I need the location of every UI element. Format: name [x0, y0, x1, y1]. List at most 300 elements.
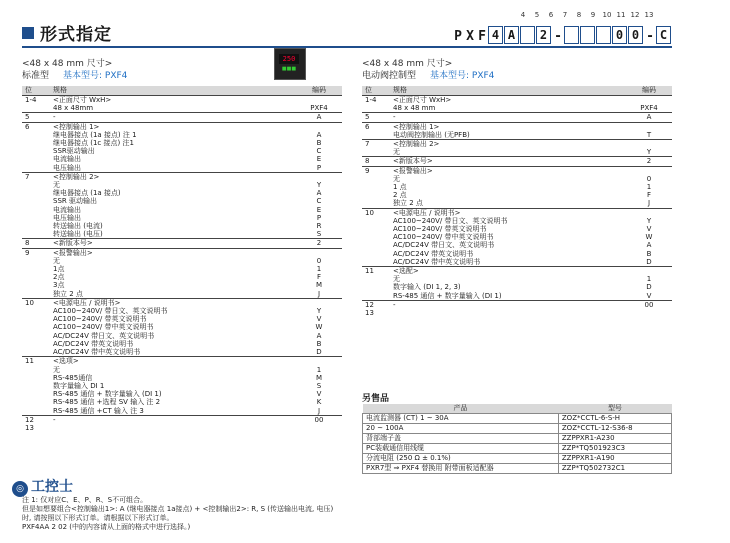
spec-code: D	[316, 348, 322, 357]
model-char	[596, 26, 611, 44]
spec-spec: -	[50, 415, 296, 424]
spec-pos: 13	[25, 423, 34, 432]
spec-pos: 12	[362, 300, 390, 309]
spec-row	[362, 122, 672, 131]
spec-pos	[22, 366, 50, 374]
footnotes	[22, 496, 342, 532]
spec-pos: 1-4	[22, 96, 50, 105]
spec-pos	[22, 390, 50, 398]
spec-spec: 2 点	[393, 191, 407, 200]
spec-pos	[362, 199, 390, 208]
spec-pos: 10	[22, 298, 50, 307]
spec-row	[22, 155, 342, 163]
spec-pos	[362, 175, 390, 183]
spec-row	[362, 258, 672, 267]
spec-spec: AC/DC24V 带中英文说明书	[53, 348, 141, 357]
spec-code: 00	[296, 415, 342, 424]
position-number: 5	[534, 11, 540, 19]
spec-spec: RS-485 通信 +CT 输入 注 3	[53, 406, 144, 415]
spec-pos	[22, 281, 50, 289]
position-number: 11	[616, 11, 626, 19]
spec-pos	[22, 290, 50, 299]
spec-spec: 数字量输入 DI 1	[53, 381, 105, 390]
accessory-product: 背部端子盖	[363, 434, 559, 444]
spec-spec: <新版本号>	[390, 157, 626, 166]
spec-spec: 无	[53, 256, 60, 265]
spec-pos	[22, 139, 50, 147]
spec-spec: SSR 驱动输出	[53, 197, 97, 206]
page-title: 形式指定	[22, 20, 112, 45]
accessory-row	[363, 414, 672, 424]
spec-pos	[22, 315, 50, 323]
spec-spec: 1点	[53, 265, 65, 274]
accessories-title: 另售品	[362, 394, 390, 404]
spec-row	[22, 281, 342, 289]
spec-spec: -	[390, 113, 626, 122]
spec-code: W	[315, 323, 323, 332]
spec-spec: <控制输出 1>	[50, 122, 296, 131]
spec-code: J	[317, 406, 321, 415]
spec-code: A	[316, 189, 322, 198]
spec-spec	[390, 309, 626, 317]
model-char: F	[478, 29, 486, 44]
spec-row	[22, 323, 342, 331]
spec-row	[362, 113, 672, 122]
spec-pos	[362, 258, 390, 267]
spec-row	[22, 257, 342, 265]
spec-code: Y	[316, 181, 322, 190]
spec-spec: 2点	[53, 273, 65, 282]
spec-code: D	[646, 283, 652, 292]
spec-row	[22, 230, 342, 239]
spec-pos	[362, 241, 390, 249]
spec-row	[22, 382, 342, 390]
spec-spec: <报警输出>	[390, 166, 626, 175]
spec-spec: AC100~240V/ 带英文说明书	[393, 225, 487, 234]
spec-pos	[22, 273, 50, 281]
spec-row	[22, 415, 342, 424]
spec-pos: 1-4	[362, 96, 390, 105]
note-line: 但是如想要组合<控制输出1>: A (继电器接点 1a接点) + <控制输出2>: R, S (传送输出电流, 电压) 时, 请按照以下形式订单。请根据以下形式订单。	[22, 505, 334, 522]
spec-spec: 继电器接点 (1a 接点)	[53, 189, 121, 198]
accessories-table: 产品 型号 电流监测器 (CT) 1 ~ 30A ZOZ*CCTL-6-S-H 20 ~ 100A ZOZ*CCTL-12-S36-8 背部端子盖 ZZPPXR1-A230 PC装载通信用线缆 ZZP*TQ501923C3 分流电阻 (250 Ω ± 0.1%) ZZPPXR1-A190 PXR7型 ⇒ PXF4 替换用 附带面板适配器 ZZP*TQ502732C1	[362, 404, 672, 474]
spec-spec: AC100~240V/ 带中英文说明书	[53, 323, 154, 332]
spec-row	[362, 217, 672, 225]
spec-pos	[362, 183, 390, 191]
spec-row	[22, 104, 342, 113]
spec-pos: 7	[362, 140, 390, 149]
watermark-logo: ◎ 工控士	[12, 476, 73, 497]
spec-code: PXF4	[640, 104, 658, 113]
spec-pos	[22, 181, 50, 189]
left-base-model: 基本型号: PXF4	[63, 71, 128, 81]
spec-pos: 13	[365, 309, 374, 318]
spec-code: 1	[646, 275, 652, 284]
spec-spec: AC/DC24V 带英文说明书	[53, 339, 134, 348]
spec-row	[362, 157, 672, 166]
spec-pos	[22, 307, 50, 315]
spec-code	[296, 424, 342, 432]
model-char	[520, 26, 535, 44]
spec-row	[22, 239, 342, 248]
spec-code: M	[315, 373, 323, 382]
spec-pos	[22, 206, 50, 214]
spec-code	[296, 298, 342, 307]
spec-pos	[362, 225, 390, 233]
position-number: 10	[602, 11, 612, 19]
spec-spec: <正面尺寸 WxH>	[50, 96, 296, 105]
spec-row	[362, 300, 672, 309]
spec-code: A	[316, 130, 322, 139]
spec-code: E	[316, 155, 322, 164]
spec-code: 2	[296, 239, 342, 248]
spec-code: C	[316, 147, 322, 156]
spec-code: K	[316, 398, 322, 407]
spec-row	[362, 104, 672, 113]
position-number: 7	[562, 11, 568, 19]
spec-pos: 12	[22, 415, 50, 424]
spec-code	[626, 267, 672, 276]
spec-spec: <报警输出>	[50, 248, 296, 257]
spec-row	[22, 273, 342, 281]
accessory-model: ZZPPXR1-A190	[558, 454, 671, 464]
spec-pos	[22, 222, 50, 230]
spec-row	[22, 96, 342, 105]
spec-pos	[22, 230, 50, 239]
spec-spec: 转送输出 (电流)	[53, 222, 103, 231]
right-kind-label: 电动阀控制型 基本型号: PXF4	[362, 71, 495, 81]
spec-spec: <选项>	[50, 357, 296, 366]
spec-code: PXF4	[310, 104, 328, 113]
position-number: 13	[644, 11, 654, 19]
spec-code: S	[316, 381, 322, 390]
spec-code: R	[316, 222, 322, 231]
spec-spec: 48 x 48mm	[53, 104, 94, 113]
spec-row	[22, 340, 342, 348]
spec-code: 2	[626, 157, 672, 166]
spec-row	[22, 197, 342, 205]
spec-code: A	[626, 113, 672, 122]
spec-pos	[22, 348, 50, 357]
spec-code	[626, 309, 672, 317]
accessory-model: ZOZ*CCTL-12-S36-8	[558, 424, 671, 434]
spec-row	[362, 96, 672, 105]
spec-code	[296, 96, 342, 105]
spec-pos	[22, 323, 50, 331]
accessory-row	[363, 434, 672, 444]
spec-code: W	[645, 233, 653, 242]
spec-pos	[22, 257, 50, 265]
spec-spec: 1 点	[393, 183, 407, 192]
spec-spec: SSR驱动输出	[53, 147, 95, 156]
title-rule	[22, 46, 672, 48]
model-char	[564, 26, 579, 44]
spec-code: 1	[316, 365, 322, 374]
note-line: 注 1: 仅对应C、E、P、R、S不可组合。	[22, 496, 148, 504]
spec-code: 0	[646, 174, 652, 183]
spec-spec: 电动阀控制输出 (无PFB)	[393, 130, 470, 139]
spec-row	[22, 206, 342, 214]
spec-pos: 7	[22, 172, 50, 181]
left-size-label: <48 x 48 mm 尺寸>	[22, 59, 113, 69]
spec-spec	[50, 424, 296, 432]
spec-pos	[362, 191, 390, 199]
position-number: 4	[520, 11, 526, 19]
spec-row	[362, 148, 672, 157]
model-char: A	[504, 26, 519, 44]
accessory-row	[363, 424, 672, 434]
spec-spec: AC/DC24V 带英文说明书	[393, 249, 474, 258]
spec-spec: AC/DC24V 带日文、英文说明书	[393, 241, 495, 250]
spec-code: J	[647, 199, 651, 208]
note-line: PXF4AA 2 02 (中的内容请从上面的格式中进行选择。)	[22, 523, 191, 531]
spec-code: 00	[626, 300, 672, 309]
spec-pos: 8	[362, 157, 390, 166]
spec-row	[362, 199, 672, 208]
position-numbers	[516, 11, 656, 19]
position-number: 12	[630, 11, 640, 19]
spec-row	[22, 164, 342, 173]
spec-code: V	[316, 390, 322, 399]
spec-spec: 48 x 48 mm	[393, 104, 436, 113]
spec-spec: 电流输出	[53, 205, 81, 214]
spec-spec: 电压输出	[53, 213, 81, 222]
spec-spec: <电源电压 / 说明书>	[50, 298, 296, 307]
spec-pos	[22, 407, 50, 416]
spec-spec: 数字输入 (DI 1, 2, 3)	[393, 283, 461, 292]
accessory-product: 电流监测器 (CT) 1 ~ 30A	[363, 414, 559, 424]
position-number: 6	[548, 11, 554, 19]
spec-row	[22, 113, 342, 122]
spec-row	[22, 298, 342, 307]
spec-spec: RS-485 通信 + 数字量输入 (DI 1)	[53, 390, 162, 399]
spec-spec: 3点	[53, 281, 65, 290]
spec-pos: 10	[362, 208, 390, 217]
spec-pos	[22, 340, 50, 348]
position-number: 9	[590, 11, 596, 19]
spec-row	[362, 175, 672, 183]
spec-row	[22, 131, 342, 139]
spec-spec: 继电器接点 (1a 接点) 注 1	[53, 130, 137, 139]
model-char: 4	[488, 26, 503, 44]
accessory-model: ZOZ*CCTL-6-S-H	[558, 414, 671, 424]
spec-code	[296, 172, 342, 181]
spec-code: V	[646, 291, 652, 300]
spec-pos	[22, 147, 50, 155]
spec-pos	[22, 131, 50, 139]
spec-row	[22, 366, 342, 374]
model-char: 0	[612, 26, 627, 44]
spec-code	[626, 166, 672, 175]
spec-code: B	[316, 139, 322, 148]
spec-code: V	[316, 315, 322, 324]
spec-code: J	[317, 289, 321, 298]
spec-spec: 电压输出	[53, 163, 81, 172]
spec-row	[362, 131, 672, 140]
spec-spec: AC100~240V/ 带日文、英文说明书	[393, 216, 508, 225]
spec-spec: AC/DC24V 带中英文说明书	[393, 257, 481, 266]
accessory-product: PXR7型 ⇒ PXF4 替换用 附带面板适配器	[363, 464, 559, 474]
spec-pos	[22, 197, 50, 205]
spec-pos	[362, 283, 390, 291]
logo-icon: ◎	[12, 481, 28, 497]
spec-row	[22, 214, 342, 222]
spec-code: E	[316, 205, 322, 214]
accessory-row	[363, 464, 672, 474]
spec-pos	[22, 382, 50, 390]
spec-row	[22, 172, 342, 181]
accessory-product: PC装载通信用线缆	[363, 444, 559, 454]
spec-pos	[22, 332, 50, 340]
spec-code: 1	[316, 265, 322, 274]
spec-spec: AC100~240V/ 带日文、英文说明书	[53, 307, 168, 316]
spec-spec: -	[390, 300, 626, 309]
spec-pos	[362, 131, 390, 140]
spec-pos: 6	[22, 122, 50, 131]
spec-spec: <电源电压 / 说明书>	[390, 208, 626, 217]
spec-pos	[22, 104, 50, 113]
spec-code: Y	[646, 216, 652, 225]
spec-spec: AC/DC24V 带日文、英文说明书	[53, 331, 155, 340]
spec-row	[22, 122, 342, 131]
spec-spec: AC100~240V/ 带中英文说明书	[393, 233, 494, 242]
spec-pos	[362, 148, 390, 157]
spec-code: S	[316, 230, 322, 239]
left-spec-table: 位 规格 编码 1-4 <正面尺寸 WxH> 48 x 48mm PXF4 5 - A 6 <控制输出 1> 继电器接点 (1a 接点) 注 1 A 继电器接点 (1c 接点) 注1 B SSR驱动输出 C 电流输出 E 电压输出 P 7 <控制输出 2> 无 Y 继电器接点 (1a 接点) A SSR 驱动输出 C 电流输出 E 电压输出 P 转送输出 (电流) R 转送输出 (电压) S 8 <新版本号> 2 9 <报警输出> 无 0 1点 1 2点 F 3点 M 独立 2 点 J 10 <电源电压 / 说明书> AC100~240V/ 带日文、英文说明书 Y AC100~240V/ 带英文说明书 V AC100~240V/ 带中英文说明书 W AC/DC24V 带日文、英文说明书 A AC/DC24V 带英文说明书 B AC/DC24V 带中英文说明书 D 11 <选项> 无 1 RS-485通信 M 数字量输入 DI 1 S RS-485 通信 + 数字量输入 (DI 1) V RS-485 通信 +选程 SV 输入 注 2 K RS-485 通信 +CT 输入 注 3 J 12 - 00 13	[22, 86, 342, 432]
controller-image: 250 ■■■	[274, 48, 306, 80]
spec-row	[22, 398, 342, 406]
spec-spec: RS-485 通信 + 数字量输入 (DI 1)	[393, 291, 502, 300]
spec-spec: 转送输出 (电压)	[53, 230, 103, 239]
spec-row	[362, 292, 672, 301]
spec-row	[362, 166, 672, 175]
spec-pos	[22, 155, 50, 163]
spec-spec: 电流输出	[53, 155, 81, 164]
spec-spec: AC100~240V/ 带英文说明书	[53, 315, 147, 324]
spec-code: T	[646, 130, 652, 139]
right-size-label: <48 x 48 mm 尺寸>	[362, 59, 453, 69]
spec-spec: -	[50, 113, 296, 122]
spec-pos: 11	[22, 357, 50, 366]
model-char: C	[656, 26, 671, 44]
spec-code	[626, 122, 672, 131]
spec-spec: 独立 2 点	[53, 289, 83, 298]
spec-code	[296, 357, 342, 366]
spec-code: F	[646, 191, 652, 200]
accessory-model: ZZPPXR1-A230	[558, 434, 671, 444]
accessory-product: 分流电阻 (250 Ω ± 0.1%)	[363, 454, 559, 464]
spec-code	[296, 248, 342, 257]
position-number: 8	[576, 11, 582, 19]
spec-code: F	[316, 273, 322, 282]
spec-row	[362, 283, 672, 291]
spec-row	[22, 248, 342, 257]
accessory-model: ZZP*TQ502732C1	[558, 464, 671, 474]
model-char: 0	[628, 26, 643, 44]
spec-pos	[362, 250, 390, 258]
spec-code: B	[316, 339, 322, 348]
spec-row	[22, 407, 342, 416]
spec-spec: <选配>	[390, 267, 626, 276]
spec-code: M	[315, 281, 323, 290]
spec-row	[22, 332, 342, 340]
spec-pos	[362, 233, 390, 241]
right-base-model: 基本型号: PXF4	[430, 71, 495, 81]
spec-row	[22, 348, 342, 357]
model-char: 2	[536, 26, 551, 44]
left-kind-label: 标准型 基本型号: PXF4	[22, 71, 128, 81]
model-char: P	[454, 29, 462, 44]
spec-pos	[362, 104, 390, 113]
spec-code: 0	[316, 256, 322, 265]
spec-pos: 6	[362, 122, 390, 131]
spec-row	[22, 290, 342, 299]
spec-spec: 无	[393, 148, 400, 157]
accessory-row	[363, 444, 672, 454]
spec-spec: 无	[53, 365, 60, 374]
spec-pos	[362, 275, 390, 283]
spec-spec: <新版本号>	[50, 239, 296, 248]
spec-code: V	[646, 225, 652, 234]
spec-row	[362, 208, 672, 217]
spec-row	[362, 183, 672, 191]
spec-pos: 5	[362, 113, 390, 122]
spec-row	[22, 139, 342, 147]
spec-pos	[22, 214, 50, 222]
spec-row	[22, 265, 342, 273]
accessory-model: ZZP*TQ501923C3	[558, 444, 671, 454]
spec-row	[362, 267, 672, 276]
spec-pos: 9	[22, 248, 50, 257]
spec-row	[22, 424, 342, 432]
spec-code: C	[316, 197, 322, 206]
spec-spec: <控制输出 2>	[50, 172, 296, 181]
spec-row	[22, 181, 342, 189]
spec-row	[362, 250, 672, 258]
spec-code: B	[646, 249, 652, 258]
model-char: -	[646, 29, 654, 44]
spec-spec: 继电器接点 (1c 接点) 注1	[53, 139, 134, 148]
spec-pos	[22, 374, 50, 382]
spec-spec: RS-485通信	[53, 373, 93, 382]
spec-code	[626, 208, 672, 217]
spec-spec: 独立 2 点	[393, 199, 423, 208]
spec-row	[362, 309, 672, 317]
model-code	[452, 24, 672, 44]
spec-spec: <控制输出 2>	[390, 140, 626, 149]
spec-pos: 11	[362, 267, 390, 276]
spec-pos	[362, 292, 390, 301]
spec-code: A	[316, 331, 322, 340]
spec-pos	[22, 164, 50, 173]
spec-pos: 8	[22, 239, 50, 248]
spec-code: A	[646, 241, 652, 250]
spec-code: A	[296, 113, 342, 122]
spec-code: 1	[646, 183, 652, 192]
spec-pos	[22, 398, 50, 406]
title-square-icon	[22, 27, 34, 39]
spec-pos: 9	[362, 166, 390, 175]
spec-spec: RS-485 通信 +选程 SV 输入 注 2	[53, 398, 161, 407]
spec-pos	[22, 265, 50, 273]
spec-code: Y	[316, 307, 322, 316]
spec-row	[22, 374, 342, 382]
spec-spec: 无	[53, 181, 60, 190]
spec-row	[362, 140, 672, 149]
accessory-product: 20 ~ 100A	[363, 424, 559, 434]
spec-code	[626, 96, 672, 105]
spec-row	[362, 241, 672, 249]
